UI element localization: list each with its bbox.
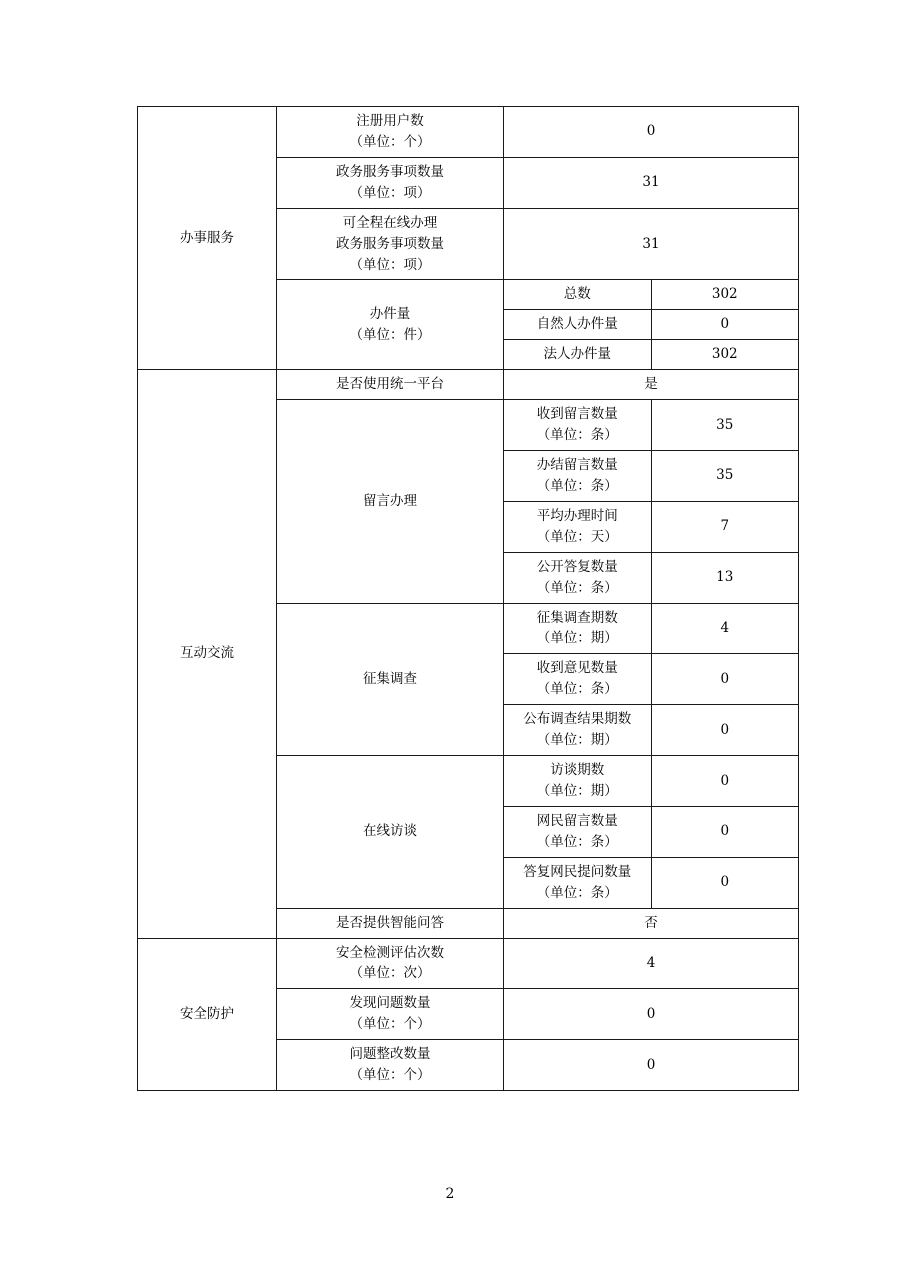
text-line: 征集调查期数 xyxy=(536,609,618,626)
sub-item-cell xyxy=(504,705,652,756)
text-line: （单位：条） xyxy=(536,833,618,850)
text-line: 自然人办件量 xyxy=(536,316,618,333)
text-line: 政务服务事项数量 xyxy=(336,235,444,252)
text-line: （单位：项） xyxy=(349,184,431,201)
text-line: 0 xyxy=(720,874,730,891)
text-line: （单位：期） xyxy=(536,630,618,647)
text-line: （单位：个） xyxy=(349,1067,431,1084)
text-line: 0 xyxy=(646,1056,656,1073)
text-line: 否 xyxy=(644,914,658,931)
text-line: （单位：条） xyxy=(536,477,618,494)
text-line: 0 xyxy=(720,721,730,738)
text-line: 4 xyxy=(720,619,730,636)
text-line: 31 xyxy=(642,235,660,252)
text-line: 302 xyxy=(711,286,738,303)
text-line: （单位：期） xyxy=(536,732,618,749)
sub-item-cell xyxy=(504,310,652,340)
text-line: 是否提供智能问答 xyxy=(336,914,444,931)
item-cell xyxy=(277,400,504,603)
text-line: （单位：天） xyxy=(536,528,618,545)
value-cell xyxy=(504,208,799,280)
text-line: 政务服务事项数量 xyxy=(336,163,444,180)
sub-item-cell xyxy=(504,756,652,807)
text-line: 7 xyxy=(720,518,730,535)
table-row xyxy=(138,107,799,158)
text-line: 访谈期数 xyxy=(550,762,605,779)
category-cell xyxy=(138,370,277,938)
text-line: 留言办理 xyxy=(363,492,417,509)
text-line: 0 xyxy=(720,316,730,333)
value-cell xyxy=(504,1040,799,1091)
report-table-container xyxy=(137,106,783,1091)
item-cell xyxy=(277,208,504,280)
item-cell xyxy=(277,157,504,208)
item-cell xyxy=(277,107,504,158)
text-line: 法人办件量 xyxy=(543,346,611,363)
text-line: 公布调查结果期数 xyxy=(523,711,632,728)
sub-item-cell xyxy=(504,340,652,370)
text-line: 总数 xyxy=(563,286,591,303)
government-website-report-table xyxy=(137,106,799,1091)
item-cell xyxy=(277,603,504,756)
text-line: 安全检测评估次数 xyxy=(336,944,444,961)
value-cell xyxy=(651,340,799,370)
value-cell xyxy=(651,756,799,807)
text-line: 可全程在线办理 xyxy=(342,214,438,231)
item-cell xyxy=(277,908,504,938)
value-cell xyxy=(651,400,799,451)
text-line: （单位：条） xyxy=(536,884,618,901)
text-line: （单位：个） xyxy=(349,1016,431,1033)
text-line: （单位：个） xyxy=(349,133,431,150)
text-line: 注册用户数 xyxy=(356,113,424,129)
text-line: 0 xyxy=(646,1005,656,1022)
text-line: （单位：件） xyxy=(349,326,431,343)
item-cell xyxy=(277,938,504,989)
text-line: 13 xyxy=(716,569,734,586)
text-line: （单位：条） xyxy=(536,427,618,444)
text-line: 网民留言数量 xyxy=(536,812,618,829)
text-line: 35 xyxy=(716,416,734,433)
value-cell xyxy=(651,857,799,908)
sub-item-cell xyxy=(504,857,652,908)
category-cell xyxy=(138,107,277,370)
value-cell xyxy=(651,280,799,310)
value-cell xyxy=(651,450,799,501)
value-cell xyxy=(504,107,799,158)
text-line: 公开答复数量 xyxy=(536,558,618,575)
text-line: 4 xyxy=(646,954,656,971)
text-line: （单位：次） xyxy=(349,965,431,982)
sub-item-cell xyxy=(504,501,652,552)
sub-item-cell xyxy=(504,552,652,603)
text-line: 0 xyxy=(720,772,730,789)
text-line: 在线访谈 xyxy=(363,823,417,840)
page-number: 2 xyxy=(445,1186,455,1202)
sub-item-cell xyxy=(504,280,652,310)
text-line: 办结留言数量 xyxy=(536,456,618,473)
item-cell xyxy=(277,756,504,909)
text-line: 35 xyxy=(716,467,734,484)
value-cell xyxy=(504,157,799,208)
text-line: 互动交流 xyxy=(180,645,234,662)
item-cell xyxy=(277,280,504,370)
text-line: 收到意见数量 xyxy=(536,660,618,677)
sub-item-cell xyxy=(504,654,652,705)
value-cell xyxy=(651,603,799,654)
value-cell xyxy=(504,908,799,938)
value-cell xyxy=(651,552,799,603)
value-cell xyxy=(504,938,799,989)
item-cell xyxy=(277,370,504,400)
value-cell xyxy=(651,806,799,857)
text-line: 收到留言数量 xyxy=(536,406,618,423)
text-line: 征集调查 xyxy=(363,670,417,687)
value-cell xyxy=(504,989,799,1040)
text-line: 安全防护 xyxy=(180,1005,234,1022)
text-line: 答复网民提问数量 xyxy=(523,863,632,880)
text-line: （单位：项） xyxy=(349,256,431,273)
text-line: 问题整改数量 xyxy=(349,1046,431,1063)
value-cell xyxy=(651,654,799,705)
text-line: 0 xyxy=(646,123,656,140)
value-cell xyxy=(504,370,799,400)
text-line: 办件量 xyxy=(369,305,411,322)
text-line: （单位：期） xyxy=(536,782,618,799)
text-line: （单位：条） xyxy=(536,579,618,596)
sub-item-cell xyxy=(504,400,652,451)
table-row xyxy=(138,370,799,400)
sub-item-cell xyxy=(504,450,652,501)
text-line: 31 xyxy=(642,174,660,191)
text-line: 302 xyxy=(711,346,738,363)
text-line: 办事服务 xyxy=(180,229,234,246)
category-cell xyxy=(138,938,277,1091)
text-line: 是否使用统一平台 xyxy=(336,376,444,393)
sub-item-cell xyxy=(504,603,652,654)
item-cell xyxy=(277,989,504,1040)
text-line: （单位：条） xyxy=(536,681,618,698)
value-cell xyxy=(651,501,799,552)
text-line: 发现问题数量 xyxy=(349,995,431,1012)
item-cell xyxy=(277,1040,504,1091)
text-line: 0 xyxy=(720,670,730,687)
text-line: 0 xyxy=(720,823,730,840)
text-line: 是 xyxy=(644,376,658,393)
text-line: 平均办理时间 xyxy=(536,507,618,524)
sub-item-cell xyxy=(504,806,652,857)
value-cell xyxy=(651,310,799,340)
value-cell xyxy=(651,705,799,756)
table-row xyxy=(138,938,799,989)
